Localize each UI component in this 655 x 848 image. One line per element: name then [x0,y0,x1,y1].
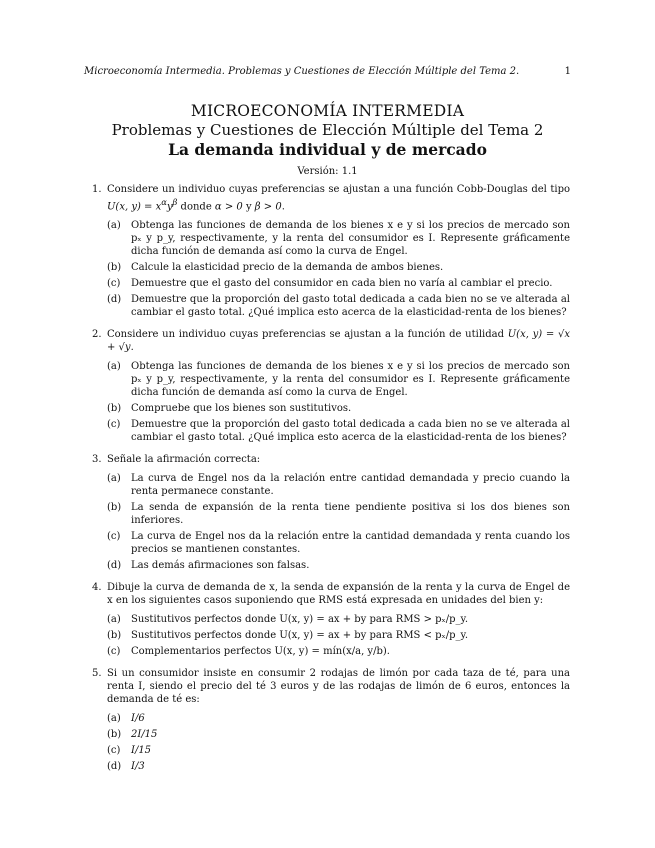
question-list [92,183,570,782]
option-item [107,277,570,290]
option-list [107,360,570,444]
option-label: (a) [107,361,121,373]
option-label: (b) [107,630,122,642]
option-text: Obtenga las funciones de demanda de los bienes x e y si los precios de mercado son pₓ y p_y, respectivamente, y la renta del consumidor es I. Represente gráficamente dicha función de demanda así como la curva de Engel. [131,220,570,258]
math-exponent: β [172,197,178,207]
option-item [107,559,570,572]
option-item [107,501,570,527]
stem-text: . [130,342,134,354]
option-text: Demuestre que la proporción del gasto total dedicada a cada bien no se ve alterada al cambiar el gasto total. ¿Qué implica esto acerca de la elasticidad-renta de los bienes? [131,419,570,444]
option-label: (a) [107,614,121,626]
option-list [107,219,570,319]
math-expression: α > 0 [214,201,243,213]
question-number: 3. [92,454,102,466]
running-title: Microeconomía Intermedia. Problemas y Cuestiones de Elección Múltiple del Tema 2. [84,66,520,77]
document-subtitle: Problemas y Cuestiones de Elección Múltiple del Tema 2 [111,121,544,139]
option-text: Complementarios perfectos U(x, y) = mín(x/a, y/b). [131,646,390,658]
option-label: (a) [107,220,121,232]
math-expression: y [166,201,173,213]
question-2 [92,328,570,444]
question-stem: Dibuje la curva de demanda de x, la senda de expansión de la renta y la curva de Engel de x en los siguientes casos suponiendo que RMS está expresada en unidades del bien y: [107,582,570,607]
title-block [0,102,655,177]
stem-text: . [281,201,285,213]
topic-title: La demanda individual y de mercado [168,140,487,159]
option-text: Sustitutivos perfectos donde U(x, y) = ax + by para RMS < pₓ/p_y. [131,630,469,642]
option-text: I/15 [131,745,152,757]
running-header [84,66,571,77]
question-stem: Señale la afirmación correcta: [107,454,261,466]
version-label: Versión: 1.1 [297,166,358,177]
option-item [107,402,570,415]
option-label: (d) [107,761,122,773]
math-expression: U(x, y) = √x + √y [107,329,570,354]
option-text: La curva de Engel nos da la relación entre la cantidad demandada y renta cuando los precios se mantienen constantes. [131,531,570,556]
option-item [107,645,570,658]
page-number: 1 [564,66,571,77]
option-label: (c) [107,419,121,431]
option-item [107,418,570,444]
stem-text: Considere un individuo cuyas preferencias se ajustan a la función de utilidad [107,329,508,341]
option-text: I/3 [131,761,145,773]
question-number: 1. [92,184,102,195]
option-label: (a) [107,473,121,485]
question-stem: Si un consumidor insiste en consumir 2 rodajas de limón por cada taza de té, para una renta I, siendo el precio del té 3 euros y de las rodajas de limón de 6 euros, entonces la demanda de té es: [107,668,570,706]
question-1 [92,183,570,319]
stem-text: Considere un individuo cuyas preferencias se ajustan a una función Cobb-Douglas del tipo [107,184,570,195]
option-label: (b) [107,729,122,741]
stem-text: y [242,201,255,213]
option-text: Demuestre que la proporción del gasto total dedicada a cada bien no se ve alterada al cambiar el gasto total. ¿Qué implica esto acerca de la elasticidad-renta de los bienes? [131,294,570,319]
option-text: Calcule la elasticidad precio de la demanda de ambos bienes. [131,262,444,274]
question-number: 4. [92,582,102,594]
option-label: (c) [107,531,121,543]
option-text: Sustitutivos perfectos donde U(x, y) = ax + by para RMS > pₓ/p_y. [131,614,469,626]
option-item [107,360,570,399]
option-item [107,293,570,319]
option-list [107,472,570,572]
option-label: (c) [107,646,121,658]
option-label: (b) [107,502,122,514]
question-number: 5. [92,668,102,680]
option-list [107,613,570,658]
math-exponent: α [161,197,167,207]
option-label: (c) [107,278,121,290]
math-expression: β > 0 [254,201,282,213]
option-item [107,744,570,757]
question-4 [92,581,570,658]
option-item [107,261,570,274]
option-item [107,760,570,773]
question-5 [92,667,570,773]
question-number: 2. [92,329,102,341]
option-label: (d) [107,294,122,306]
option-label: (d) [107,560,122,572]
option-item [107,530,570,556]
option-text: Compruebe que los bienes son sustitutivos. [131,403,352,415]
option-text: 2I/15 [131,729,158,741]
option-text: La senda de expansión de la renta tiene pendiente positiva si los dos bienes son inferiores. [131,502,570,527]
question-3 [92,453,570,572]
option-text: I/6 [131,713,145,725]
option-item [107,712,570,725]
option-item [107,219,570,258]
option-item [107,728,570,741]
question-stem [107,183,570,213]
option-item [107,472,570,498]
option-label: (c) [107,745,121,757]
option-label: (b) [107,262,122,274]
option-item [107,613,570,626]
option-label: (a) [107,713,121,725]
stem-text: donde [177,201,215,213]
option-list [107,712,570,773]
option-item [107,629,570,642]
option-text: Las demás afirmaciones son falsas. [131,560,310,572]
option-label: (b) [107,403,122,415]
option-text: Obtenga las funciones de demanda de los bienes x e y si los precios de mercado son pₓ y p_y, respectivamente, y la renta del consumidor es I. Represente gráficamente dicha función de demanda así como la curva de Engel. [131,361,570,399]
option-text: Demuestre que el gasto del consumidor en cada bien no varía al cambiar el precio. [131,278,553,290]
math-expression: U(x, y) = x [107,201,162,213]
course-title: MICROECONOMÍA INTERMEDIA [190,102,465,120]
question-stem [107,328,570,354]
option-text: La curva de Engel nos da la relación entre cantidad demandada y precio cuando la renta permanece constante. [131,473,570,498]
